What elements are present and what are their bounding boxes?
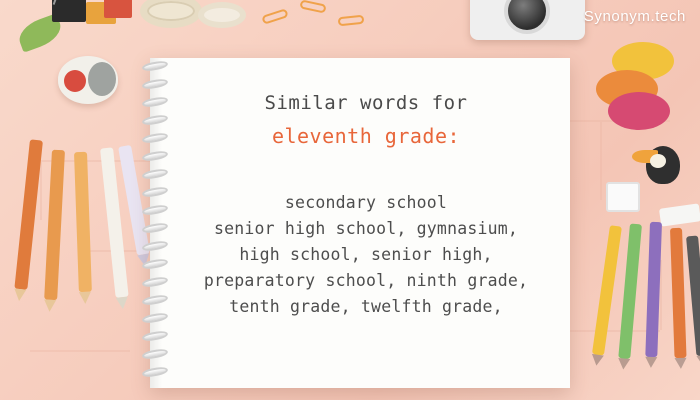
toucan-figurine bbox=[636, 138, 688, 188]
synonym-list bbox=[180, 190, 552, 320]
binder-clip-black bbox=[52, 0, 86, 22]
egg-ornament bbox=[58, 56, 118, 104]
macaron-pink bbox=[608, 92, 670, 130]
synonym-card bbox=[180, 92, 552, 370]
synonym-line: preparatory school, ninth grade, bbox=[203, 271, 529, 290]
binder-clip-white bbox=[606, 182, 640, 212]
synonym-line: tenth grade, twelfth grade, bbox=[229, 297, 503, 316]
egg-dot-icon bbox=[64, 70, 86, 92]
washi-tape-roll-secondary bbox=[198, 2, 246, 28]
synonym-line: senior high school, gymnasium, bbox=[213, 219, 518, 238]
stone-ornament bbox=[88, 62, 116, 96]
binder-clip-red bbox=[104, 0, 132, 18]
camera bbox=[470, 0, 585, 40]
card-term: eleventh grade: bbox=[271, 124, 461, 148]
synonym-line: secondary school bbox=[284, 193, 448, 212]
notebook-page bbox=[150, 58, 570, 388]
brand-logo: Synonym.tech bbox=[583, 8, 686, 25]
notebook-spiral-binding bbox=[142, 60, 168, 386]
camera-lens-icon bbox=[504, 0, 550, 34]
card-heading: Similar words for bbox=[264, 92, 468, 114]
synonym-line: high school, senior high, bbox=[239, 245, 493, 264]
